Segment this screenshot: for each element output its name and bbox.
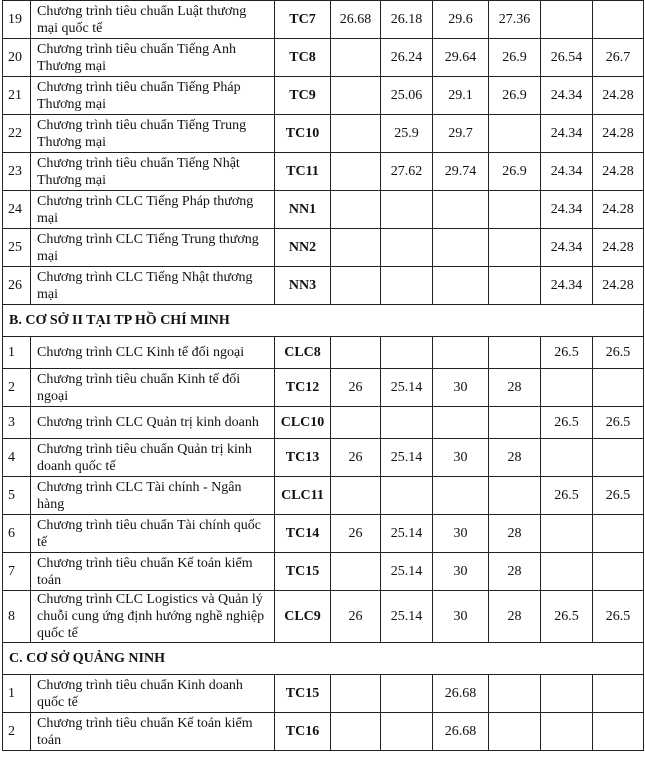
score-cell: 30 (433, 369, 489, 407)
table-body (3, 1, 644, 751)
program-name: Chương trình tiêu chuẩn Luật thương mại quốc tế (31, 1, 275, 39)
score-cell (331, 477, 381, 515)
score-cell (541, 515, 593, 553)
row-number: 26 (3, 267, 31, 305)
row-number: 2 (3, 369, 31, 407)
table-row (3, 77, 644, 115)
score-cell: 25.14 (381, 591, 433, 643)
program-name: Chương trình tiêu chuẩn Tiếng Trung Thương mại (31, 115, 275, 153)
program-name: Chương trình tiêu chuẩn Kinh tế đối ngoại (31, 369, 275, 407)
score-cell (381, 229, 433, 267)
score-cell (489, 675, 541, 713)
score-cell (593, 515, 644, 553)
table-row (3, 115, 644, 153)
score-cell (381, 337, 433, 369)
score-cell: 29.6 (433, 1, 489, 39)
score-cell (489, 337, 541, 369)
program-name: Chương trình CLC Tiếng Nhật thương mại (31, 267, 275, 305)
score-cell: 26.5 (541, 337, 593, 369)
table-row (3, 153, 644, 191)
score-cell (541, 713, 593, 751)
score-cell: 26.5 (593, 591, 644, 643)
table-row (3, 439, 644, 477)
program-code: TC13 (275, 439, 331, 477)
score-cell: 26.68 (433, 713, 489, 751)
row-number: 4 (3, 439, 31, 477)
score-cell (541, 1, 593, 39)
program-code: TC15 (275, 675, 331, 713)
score-cell (331, 77, 381, 115)
score-cell (541, 675, 593, 713)
score-cell (489, 229, 541, 267)
score-cell (331, 553, 381, 591)
score-cell: 28 (489, 369, 541, 407)
score-cell: 24.34 (541, 191, 593, 229)
table-row (3, 591, 644, 643)
score-cell: 29.7 (433, 115, 489, 153)
score-cell: 24.34 (541, 115, 593, 153)
section-header-row (3, 643, 644, 675)
row-number: 2 (3, 713, 31, 751)
program-code: TC8 (275, 39, 331, 77)
score-cell: 24.28 (593, 153, 644, 191)
program-name: Chương trình tiêu chuẩn Kinh doanh quốc tế (31, 675, 275, 713)
score-cell (433, 267, 489, 305)
program-name: Chương trình tiêu chuẩn Kế toán kiểm toán (31, 713, 275, 751)
score-cell: 27.62 (381, 153, 433, 191)
program-name: Chương trình tiêu chuẩn Tài chính quốc tế (31, 515, 275, 553)
program-name: Chương trình CLC Tiếng Pháp thương mại (31, 191, 275, 229)
score-cell (331, 229, 381, 267)
table-row (3, 369, 644, 407)
program-code: TC11 (275, 153, 331, 191)
score-cell (593, 439, 644, 477)
program-name: Chương trình CLC Tài chính - Ngân hàng (31, 477, 275, 515)
score-cell: 26.5 (541, 407, 593, 439)
table-row (3, 1, 644, 39)
score-cell: 26.9 (489, 77, 541, 115)
score-cell (489, 267, 541, 305)
row-number: 20 (3, 39, 31, 77)
program-name: Chương trình tiêu chuẩn Tiếng Nhật Thương mại (31, 153, 275, 191)
score-cell: 24.28 (593, 191, 644, 229)
score-cell: 24.34 (541, 267, 593, 305)
score-cell (381, 477, 433, 515)
score-cell: 26 (331, 515, 381, 553)
program-code: TC16 (275, 713, 331, 751)
table-row (3, 713, 644, 751)
score-cell (433, 337, 489, 369)
table-row (3, 553, 644, 591)
table-row (3, 229, 644, 267)
score-cell (331, 407, 381, 439)
row-number: 1 (3, 337, 31, 369)
score-cell (433, 229, 489, 267)
section-title: B. CƠ SỞ II TẠI TP HỒ CHÍ MINH (3, 305, 644, 337)
score-cell: 26 (331, 369, 381, 407)
score-cell: 24.34 (541, 153, 593, 191)
program-code: TC15 (275, 553, 331, 591)
score-cell: 25.06 (381, 77, 433, 115)
score-cell (541, 553, 593, 591)
program-name: Chương trình CLC Kinh tế đối ngoại (31, 337, 275, 369)
score-cell: 26.5 (593, 337, 644, 369)
score-cell (593, 713, 644, 751)
row-number: 19 (3, 1, 31, 39)
program-name: Chương trình CLC Tiếng Trung thương mại (31, 229, 275, 267)
score-cell (331, 713, 381, 751)
row-number: 8 (3, 591, 31, 643)
score-cell: 27.36 (489, 1, 541, 39)
score-cell (489, 407, 541, 439)
table-row (3, 337, 644, 369)
program-name: Chương trình tiêu chuẩn Quản trị kinh doanh quốc tế (31, 439, 275, 477)
program-code: TC7 (275, 1, 331, 39)
score-cell: 26.68 (433, 675, 489, 713)
score-cell: 26 (331, 439, 381, 477)
score-cell: 26.9 (489, 153, 541, 191)
program-name: Chương trình tiêu chuẩn Tiếng Pháp Thương mại (31, 77, 275, 115)
score-cell (381, 675, 433, 713)
table-row (3, 675, 644, 713)
program-code: CLC10 (275, 407, 331, 439)
program-name: Chương trình CLC Logistics và Quản lý chuỗi cung ứng định hướng nghề nghiệp quốc tế (31, 591, 275, 643)
score-cell (433, 191, 489, 229)
score-cell: 26.5 (593, 407, 644, 439)
program-name: Chương trình CLC Quản trị kinh doanh (31, 407, 275, 439)
score-cell: 29.74 (433, 153, 489, 191)
score-cell: 29.1 (433, 77, 489, 115)
score-cell (331, 115, 381, 153)
program-name: Chương trình tiêu chuẩn Kế toán kiểm toán (31, 553, 275, 591)
program-name: Chương trình tiêu chuẩn Tiếng Anh Thương mại (31, 39, 275, 77)
row-number: 23 (3, 153, 31, 191)
score-cell: 26.5 (593, 477, 644, 515)
score-cell: 28 (489, 553, 541, 591)
table-row (3, 191, 644, 229)
program-code: TC10 (275, 115, 331, 153)
score-cell: 24.34 (541, 229, 593, 267)
score-cell (331, 191, 381, 229)
table-row (3, 407, 644, 439)
admission-score-table (2, 0, 644, 751)
row-number: 21 (3, 77, 31, 115)
score-cell: 25.14 (381, 553, 433, 591)
score-cell (593, 675, 644, 713)
score-cell: 29.64 (433, 39, 489, 77)
score-cell (593, 553, 644, 591)
row-number: 3 (3, 407, 31, 439)
score-cell: 26.18 (381, 1, 433, 39)
score-cell: 25.14 (381, 515, 433, 553)
program-code: CLC8 (275, 337, 331, 369)
program-code: TC14 (275, 515, 331, 553)
score-cell: 24.28 (593, 115, 644, 153)
row-number: 25 (3, 229, 31, 267)
row-number: 1 (3, 675, 31, 713)
score-cell: 26.54 (541, 39, 593, 77)
score-cell: 26.24 (381, 39, 433, 77)
score-cell (433, 477, 489, 515)
program-code: CLC9 (275, 591, 331, 643)
program-code: NN3 (275, 267, 331, 305)
score-cell (489, 713, 541, 751)
score-cell (489, 191, 541, 229)
program-code: CLC11 (275, 477, 331, 515)
score-cell: 26.9 (489, 39, 541, 77)
score-cell (541, 439, 593, 477)
score-cell (331, 153, 381, 191)
table-row (3, 477, 644, 515)
table-row (3, 39, 644, 77)
score-cell (489, 477, 541, 515)
table-row (3, 515, 644, 553)
score-cell: 25.14 (381, 369, 433, 407)
score-cell (331, 337, 381, 369)
score-cell (331, 267, 381, 305)
score-cell: 26 (331, 591, 381, 643)
section-header-row (3, 305, 644, 337)
row-number: 22 (3, 115, 31, 153)
score-cell (381, 191, 433, 229)
score-cell (331, 39, 381, 77)
score-cell (381, 407, 433, 439)
program-code: TC9 (275, 77, 331, 115)
score-cell: 24.28 (593, 229, 644, 267)
score-cell: 30 (433, 553, 489, 591)
program-code: NN2 (275, 229, 331, 267)
row-number: 5 (3, 477, 31, 515)
program-code: NN1 (275, 191, 331, 229)
score-cell: 24.34 (541, 77, 593, 115)
score-cell: 26.68 (331, 1, 381, 39)
score-cell: 28 (489, 591, 541, 643)
score-cell: 30 (433, 591, 489, 643)
score-cell: 30 (433, 439, 489, 477)
score-cell: 24.28 (593, 267, 644, 305)
program-code: TC12 (275, 369, 331, 407)
score-cell (331, 675, 381, 713)
score-cell (433, 407, 489, 439)
score-cell: 25.14 (381, 439, 433, 477)
score-cell: 26.5 (541, 591, 593, 643)
score-cell: 24.28 (593, 77, 644, 115)
score-cell: 28 (489, 439, 541, 477)
score-cell (381, 713, 433, 751)
row-number: 24 (3, 191, 31, 229)
score-cell (593, 1, 644, 39)
score-cell (381, 267, 433, 305)
score-cell (541, 369, 593, 407)
row-number: 7 (3, 553, 31, 591)
score-cell: 30 (433, 515, 489, 553)
score-cell (489, 115, 541, 153)
score-cell: 25.9 (381, 115, 433, 153)
row-number: 6 (3, 515, 31, 553)
score-cell: 28 (489, 515, 541, 553)
score-cell: 26.7 (593, 39, 644, 77)
score-cell: 26.5 (541, 477, 593, 515)
table-row (3, 267, 644, 305)
score-cell (593, 369, 644, 407)
section-title: C. CƠ SỞ QUẢNG NINH (3, 643, 644, 675)
